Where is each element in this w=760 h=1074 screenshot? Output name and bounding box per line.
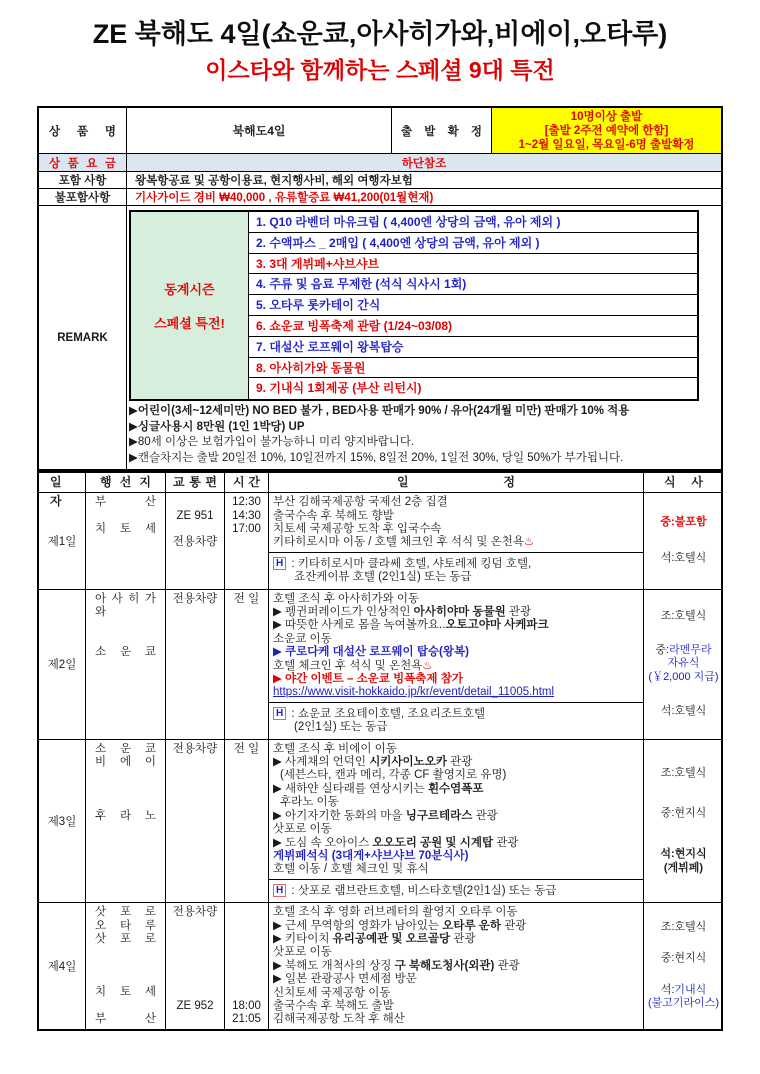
- note-line: ▶캔슬차지는 출발 20일전 10%, 10일전까지 15%, 8일전 20%, 1일전 30%, 당일 50%가 부가됩니다.: [129, 451, 624, 464]
- destination-line: [86, 769, 165, 782]
- meal-group: [661, 552, 707, 566]
- time-line: 12:30: [232, 496, 261, 509]
- meal-line: [648, 997, 719, 1011]
- departure-notice: [492, 108, 721, 153]
- page-title: ZE 북해도 4일(쇼운쿄,아사히가와,비에이,오타루): [92, 19, 668, 49]
- text-segment: ▶ 따뜻한 사케로 몸을 녹여볼까요..: [273, 619, 446, 632]
- product-name-label: 상 품 명: [49, 125, 116, 138]
- text-segment: 석:현지식: [660, 848, 707, 860]
- destination-line: 비 에 이: [95, 756, 156, 769]
- text-segment: ♨: [422, 659, 433, 672]
- text-segment: 기내식: [674, 983, 707, 996]
- external-link[interactable]: https://www.visit-hokkaido.jp/kr/event/detail_11005.html: [273, 686, 555, 699]
- text-segment: 오오도리 공원 및 시계탑: [372, 836, 494, 849]
- destination-line: 후 라 노: [95, 809, 156, 822]
- transport-line: 전용차량: [172, 906, 218, 919]
- time-line: 18:00: [232, 999, 261, 1012]
- schedule-cell: [269, 493, 644, 588]
- schedule-main: [269, 903, 643, 1029]
- schedule-cell: [269, 590, 644, 739]
- destination-line: 치 토 세: [95, 522, 156, 535]
- schedule-line: [273, 920, 643, 933]
- text-segment: (세븐스타, 캔과 메리, 각종 CF 촬영지로 유명): [280, 769, 507, 782]
- hotel-info: [269, 879, 643, 902]
- text-segment: 중:현지식: [660, 807, 707, 820]
- schedule-main: [269, 590, 643, 702]
- transport-line: [166, 960, 224, 973]
- meal-line: [648, 671, 718, 685]
- time-line: [225, 986, 268, 999]
- hotel-info: [269, 702, 643, 739]
- text-segment: 관광: [505, 606, 532, 619]
- meal-line: [661, 921, 707, 935]
- schedule-line: [273, 593, 643, 606]
- destination-cell: [86, 590, 166, 739]
- special-title: [131, 212, 249, 399]
- text-segment: 출국수속 후 북해도 출발: [273, 999, 394, 1012]
- hotel-line: [273, 707, 643, 721]
- transport-line: [166, 920, 224, 933]
- text-segment: : 키타히로시마 클라쎄 호텔, 샤토레제 킹덤 호텔,: [288, 557, 532, 570]
- departure-label-cell: [392, 108, 492, 153]
- meal-group: [661, 952, 707, 966]
- schedule-main: [269, 740, 643, 879]
- destination-line: [86, 510, 165, 523]
- schedule-line: [273, 933, 643, 946]
- transport-cell: [166, 903, 225, 1029]
- schedule-line: [273, 973, 643, 986]
- special-item: 6. 쇼운쿄 빙폭축제 관람 (1/24~03/08): [249, 316, 697, 337]
- meal-cell: [644, 590, 723, 739]
- text-segment: 호텔 조식 후 비에이 이동: [273, 742, 397, 755]
- text-segment: 조:호텔식: [660, 766, 707, 779]
- note-line: ▶80세 이상은 보험가입이 불가능하니 미리 양지바랍니다.: [129, 436, 415, 449]
- meal-line: [661, 705, 707, 719]
- schedule-line: [273, 1013, 643, 1026]
- special-item: 1. Q10 라벤더 마유크림 ( 4,400엔 상당의 금액, 유아 제외 ): [249, 212, 697, 233]
- special-item: 4. 주류 및 음료 무제한 (석식 식사시 1회): [249, 274, 697, 295]
- text-segment: 후라노 이동: [280, 796, 339, 809]
- day-label: 제2일: [39, 590, 86, 739]
- hotel-icon: H: [273, 707, 286, 720]
- text-segment: 부산 김해국제공항 국제선 2층 집결: [273, 496, 448, 509]
- include-label: 포함 사항: [39, 172, 127, 188]
- text-segment: 오토고야마 사케파크: [445, 619, 549, 632]
- price-row: [39, 153, 721, 171]
- transport-line: [166, 496, 224, 509]
- header-transport: 교 통 편: [166, 473, 225, 492]
- time-line: 21:05: [232, 1013, 261, 1026]
- destination-cell: [86, 493, 166, 588]
- schedule-line: [273, 536, 643, 549]
- text-segment: : 쇼운쿄 조요테이호텔, 조요리조트호텔: [288, 707, 486, 720]
- time-line: [225, 933, 268, 946]
- meal-line: [661, 767, 707, 781]
- time-line: [225, 920, 268, 933]
- destination-line: 치 토 세: [95, 986, 156, 999]
- destination-line: 삿 포 로: [95, 932, 156, 945]
- schedule-line: [273, 960, 643, 973]
- transport-line: [166, 986, 224, 999]
- day-row: [39, 590, 721, 740]
- exclude-label: 불포함사항: [39, 189, 127, 205]
- exclude-value: 기사가이드 경비 ₩40,000 , 유류할증료 ₩41,200(01월현재): [135, 192, 434, 204]
- text-segment: 중:불포함: [660, 515, 707, 528]
- text-segment: 관광: [501, 919, 527, 932]
- special-title-line: 동계시즌: [164, 282, 215, 298]
- text-segment: 닝구르테라스: [405, 809, 473, 822]
- transport-line: ZE 952: [176, 999, 214, 1012]
- day-label: 제4일: [39, 903, 86, 1029]
- meal-group: [661, 767, 707, 781]
- meal-line: [661, 807, 707, 821]
- text-segment: 조:호텔식: [660, 921, 707, 934]
- transport-line: [166, 523, 224, 536]
- text-segment: 시키사이노오카: [369, 756, 447, 769]
- meal-cell: [644, 903, 723, 1029]
- meal-group: [648, 984, 719, 1011]
- itinerary-table: [37, 471, 723, 1031]
- header-meal: 식 사: [664, 475, 703, 490]
- transport-line: 전용차량: [172, 536, 218, 549]
- text-segment: (2인1실) 또는 동급: [294, 721, 388, 734]
- special-item: 8. 아사히가와 동물원: [249, 358, 697, 379]
- text-segment: ♨: [523, 536, 535, 549]
- transport-line: [166, 973, 224, 986]
- day-row: [39, 903, 721, 1029]
- hotel-line: [273, 571, 643, 584]
- schedule-line: [273, 837, 643, 850]
- schedule-line: [273, 619, 643, 632]
- text-segment: ▶ 펭귄퍼레이드가 인상적인: [273, 606, 414, 619]
- text-segment: ▶ 키타이치: [273, 932, 333, 945]
- time-line: 전 일: [233, 592, 260, 605]
- destination-cell: [86, 740, 166, 902]
- meal-line: [648, 984, 719, 998]
- include-row: [39, 171, 721, 188]
- transport-line: 전용차량: [172, 592, 218, 605]
- schedule-line: [273, 496, 643, 509]
- text-segment: ▶ 쿠로다케 대설산 로프웨이 탑승(왕복): [273, 646, 469, 659]
- schedule-line: [273, 783, 643, 796]
- text-segment: 호텔 체크인 후 석식 및 온천욕: [273, 659, 423, 672]
- product-name-value: 북해도4일: [127, 108, 392, 153]
- itinerary-body: [39, 493, 721, 1029]
- destination-line: 삿 포 로: [95, 906, 156, 919]
- meal-cell: [644, 740, 723, 902]
- day-row: [39, 740, 721, 903]
- transport-line: ZE 951: [176, 509, 214, 522]
- hotel-line: [273, 721, 643, 734]
- destination-line: [86, 973, 165, 986]
- schedule-line: [273, 796, 643, 809]
- text-segment: 유리공예관 및 오르골당: [332, 932, 451, 945]
- info-table: [37, 106, 723, 471]
- meal-group: [660, 516, 706, 530]
- text-segment: 중:현지식: [660, 952, 707, 965]
- text-segment: ▶ 북해도 개척사의 상징: [273, 959, 395, 972]
- text-segment: 관광: [494, 959, 520, 972]
- text-segment: (게뷔페): [663, 861, 704, 874]
- destination-line: [86, 1000, 165, 1013]
- departure-notice-line: [출발 2주전 예약에 한함]: [544, 124, 669, 137]
- day-label: 제1일: [39, 493, 86, 588]
- text-segment: 관광: [493, 836, 519, 849]
- text-segment: 라멘무라: [669, 643, 712, 656]
- special-items: [249, 212, 697, 399]
- departure-label: 출 발 확 정: [401, 125, 482, 138]
- time-cell: [225, 903, 269, 1029]
- departure-notice-line: 10명이상 출발: [570, 110, 643, 123]
- text-segment: ▶ 근세 무역항의 영화가 남아있는: [273, 919, 443, 932]
- text-segment: 호텔 조식 후 아사히가와 이동: [273, 592, 420, 605]
- text-segment: (￥2,000 지급): [648, 670, 719, 683]
- text-segment: 키타히로시마 이동 / 호텔 체크인 후 석식 및 온천욕: [273, 536, 524, 549]
- text-segment: 신치토세 국제공항 이동: [273, 986, 391, 999]
- meal-line: [660, 862, 706, 876]
- text-segment: 호텔 이동 / 호텔 체크인 및 휴식: [273, 863, 429, 876]
- time-line: 17:00: [232, 522, 261, 535]
- destination-line: [86, 796, 165, 809]
- schedule-line: [273, 606, 643, 619]
- text-segment: ▶ 사계채의 언덕인: [273, 756, 370, 769]
- text-segment: ▶ 도심 속 오아이스: [273, 836, 373, 849]
- special-box: [129, 210, 699, 401]
- schedule-line: [273, 673, 643, 686]
- destination-line: 소 운 쿄: [95, 742, 156, 755]
- text-segment: ▶ 야간 이벤트 – 소운쿄 빙폭축제 참가: [273, 673, 463, 686]
- transport-cell: [166, 493, 225, 588]
- text-segment: 호텔 조식 후 영화 러브레터의 촬영지 오타루 이동: [273, 906, 518, 919]
- text-segment: 치토세 국제공항 도착 후 입국수속: [273, 522, 442, 535]
- destination-line: 아 사 히 가 와: [95, 592, 156, 619]
- schedule-line: [273, 810, 643, 823]
- text-segment: 조:호텔식: [660, 610, 707, 622]
- time-line: [225, 960, 268, 973]
- destination-line: 오 타 루: [95, 919, 156, 932]
- destination-line: 부 산: [95, 1013, 156, 1026]
- special-item: 2. 수액파스 _ 2매입 ( 4,400엔 상당의 금액, 유아 제외 ): [249, 233, 697, 254]
- schedule-line: [273, 633, 643, 646]
- schedule-cell: [269, 740, 644, 902]
- transport-line: [166, 946, 224, 959]
- destination-line: [86, 946, 165, 959]
- remark-notes: [129, 404, 718, 466]
- schedule-line: [273, 823, 643, 836]
- transport-cell: [166, 740, 225, 902]
- meal-line: [648, 657, 718, 671]
- meal-group: [661, 921, 707, 935]
- destination-line: 부 산: [95, 496, 156, 509]
- schedule-cell: [269, 903, 644, 1029]
- meal-cell: [644, 493, 723, 588]
- text-segment: 자유식: [667, 657, 700, 670]
- exclude-row: [39, 188, 721, 205]
- departure-notice-line: 1~2월 일요일, 목요일-6명 출발확정: [518, 138, 695, 151]
- text-segment: 아사히야마 동물원: [413, 606, 506, 619]
- hotel-line: [273, 884, 643, 898]
- text-segment: 관광: [446, 756, 473, 769]
- content-area: [37, 106, 723, 1031]
- text-segment: 삿포로 이동: [273, 946, 332, 959]
- time-cell: [225, 493, 269, 588]
- note-line: ▶어린이(3세~12세미만) NO BED 불가 , BED사용 판매가 90% / 유아(24개월 미만) 판매가 10% 적용: [129, 405, 630, 418]
- page-subtitle: 이스타와 함께하는 스페셜 9대 특전: [205, 57, 555, 83]
- remark-label: REMARK: [39, 206, 127, 469]
- remark-row: [39, 205, 721, 469]
- text-segment: 석:호텔식: [660, 552, 707, 565]
- meal-line: [661, 552, 707, 566]
- special-item: 5. 오타루 롯카테이 간식: [249, 295, 697, 316]
- meal-line: [660, 848, 706, 862]
- day-row: [39, 493, 721, 589]
- text-segment: 게뷔페석식 (3대게+샤브샤브 70분식사): [273, 849, 469, 862]
- schedule-line: [273, 743, 643, 756]
- schedule-line: [273, 769, 643, 782]
- text-segment: ▶ 아기자기한 동화의 마을: [273, 809, 406, 822]
- header-day: 일 자: [39, 473, 86, 492]
- text-segment: 중:: [655, 643, 670, 656]
- transport-line: 전용차량: [172, 742, 218, 755]
- special-item: 9. 기내식 1회제공 (부산 리턴시): [256, 381, 422, 396]
- text-segment: ▶ 일본 관광공사 면세점 방문: [273, 973, 417, 986]
- text-segment: 김해국제공항 도착 후 해산: [273, 1013, 405, 1026]
- text-segment: ▶ 새하얀 실타래를 연상시키는: [273, 782, 428, 795]
- schedule-line: [273, 660, 643, 673]
- include-value: 왕복항공료 및 공항이용료, 현지행사비, 해외 여행자보험: [135, 175, 413, 187]
- schedule-line: [273, 850, 643, 863]
- special-item: 3. 3대 게뷔페+샤브샤브: [249, 254, 697, 275]
- meal-group: [660, 848, 706, 875]
- schedule-main: [269, 493, 643, 552]
- remark-content: [127, 206, 721, 469]
- product-row: [39, 108, 721, 153]
- time-line: [225, 906, 268, 919]
- price-value: 하단참조: [401, 157, 447, 170]
- text-segment: 출국수속 후 북해도 향발: [273, 509, 394, 522]
- text-segment: 구 북해도청사(외관): [394, 959, 495, 972]
- schedule-line: [273, 523, 643, 536]
- destination-cell: [86, 903, 166, 1029]
- text-segment: 관광: [450, 932, 476, 945]
- hotel-line: [273, 557, 643, 571]
- text-segment: (불고기라이스): [647, 997, 720, 1010]
- text-segment: 죠잔케이뷰 호텔 (2인1실) 또는 동급: [294, 571, 472, 584]
- time-line: 14:30: [232, 509, 261, 522]
- text-segment: 관광: [472, 809, 498, 822]
- destination-line: [86, 619, 165, 632]
- day-label: 제3일: [39, 740, 86, 902]
- time-line: 전 일: [233, 742, 260, 755]
- text-segment: 오타루 운하: [442, 919, 501, 932]
- time-cell: [225, 590, 269, 739]
- schedule-line: [273, 863, 643, 876]
- header-schedule: 일 정: [269, 473, 644, 492]
- text-segment: 소운쿄 이동: [273, 632, 332, 645]
- header-time: 시 간: [225, 473, 269, 492]
- price-label: 상 품 요 금: [49, 157, 116, 170]
- meal-group: [648, 644, 718, 685]
- time-line: [225, 946, 268, 959]
- destination-line: [86, 783, 165, 796]
- transport-line: [166, 933, 224, 946]
- destination-line: 소 운 쿄: [95, 646, 156, 659]
- meal-line: [660, 516, 706, 530]
- text-segment: : 삿포로 램브란트호텔, 비스타호텔(2인1실) 또는 동급: [288, 884, 557, 897]
- hotel-info: [269, 552, 643, 589]
- time-cell: [225, 740, 269, 902]
- meal-line: [648, 644, 718, 658]
- schedule-line: [273, 510, 643, 523]
- schedule-line: [273, 906, 643, 919]
- meal-group: [661, 610, 707, 624]
- text-segment: 석:호텔식: [660, 704, 707, 717]
- note-line: ▶싱글사용시 8만원 (1인 1박당) UP: [129, 420, 305, 433]
- schedule-line: [273, 646, 643, 659]
- meal-group: [661, 807, 707, 821]
- schedule-line: [273, 987, 643, 1000]
- destination-line: [86, 633, 165, 646]
- price-label-cell: [39, 154, 127, 171]
- schedule-line: [273, 946, 643, 959]
- text-segment: 석:: [660, 983, 675, 996]
- special-item: 7. 대설산 로프웨이 왕복탑승: [249, 337, 697, 358]
- hotel-icon: H: [273, 884, 286, 897]
- time-line: [225, 973, 268, 986]
- hotel-icon: H: [273, 557, 286, 570]
- header-destination: 행 선 지: [86, 473, 166, 492]
- schedule-line: [273, 686, 643, 699]
- meal-line: [661, 610, 707, 624]
- text-segment: 삿포로 이동: [273, 823, 332, 836]
- schedule-line: [273, 756, 643, 769]
- schedule-line: [273, 1000, 643, 1013]
- text-segment: 흰수염폭포: [427, 782, 484, 795]
- meal-group: [661, 705, 707, 719]
- special-title-line: 스페셜 특전!: [154, 316, 225, 332]
- meal-line: [661, 952, 707, 966]
- product-name-label-cell: [39, 108, 127, 153]
- destination-line: [86, 960, 165, 973]
- transport-cell: [166, 590, 225, 739]
